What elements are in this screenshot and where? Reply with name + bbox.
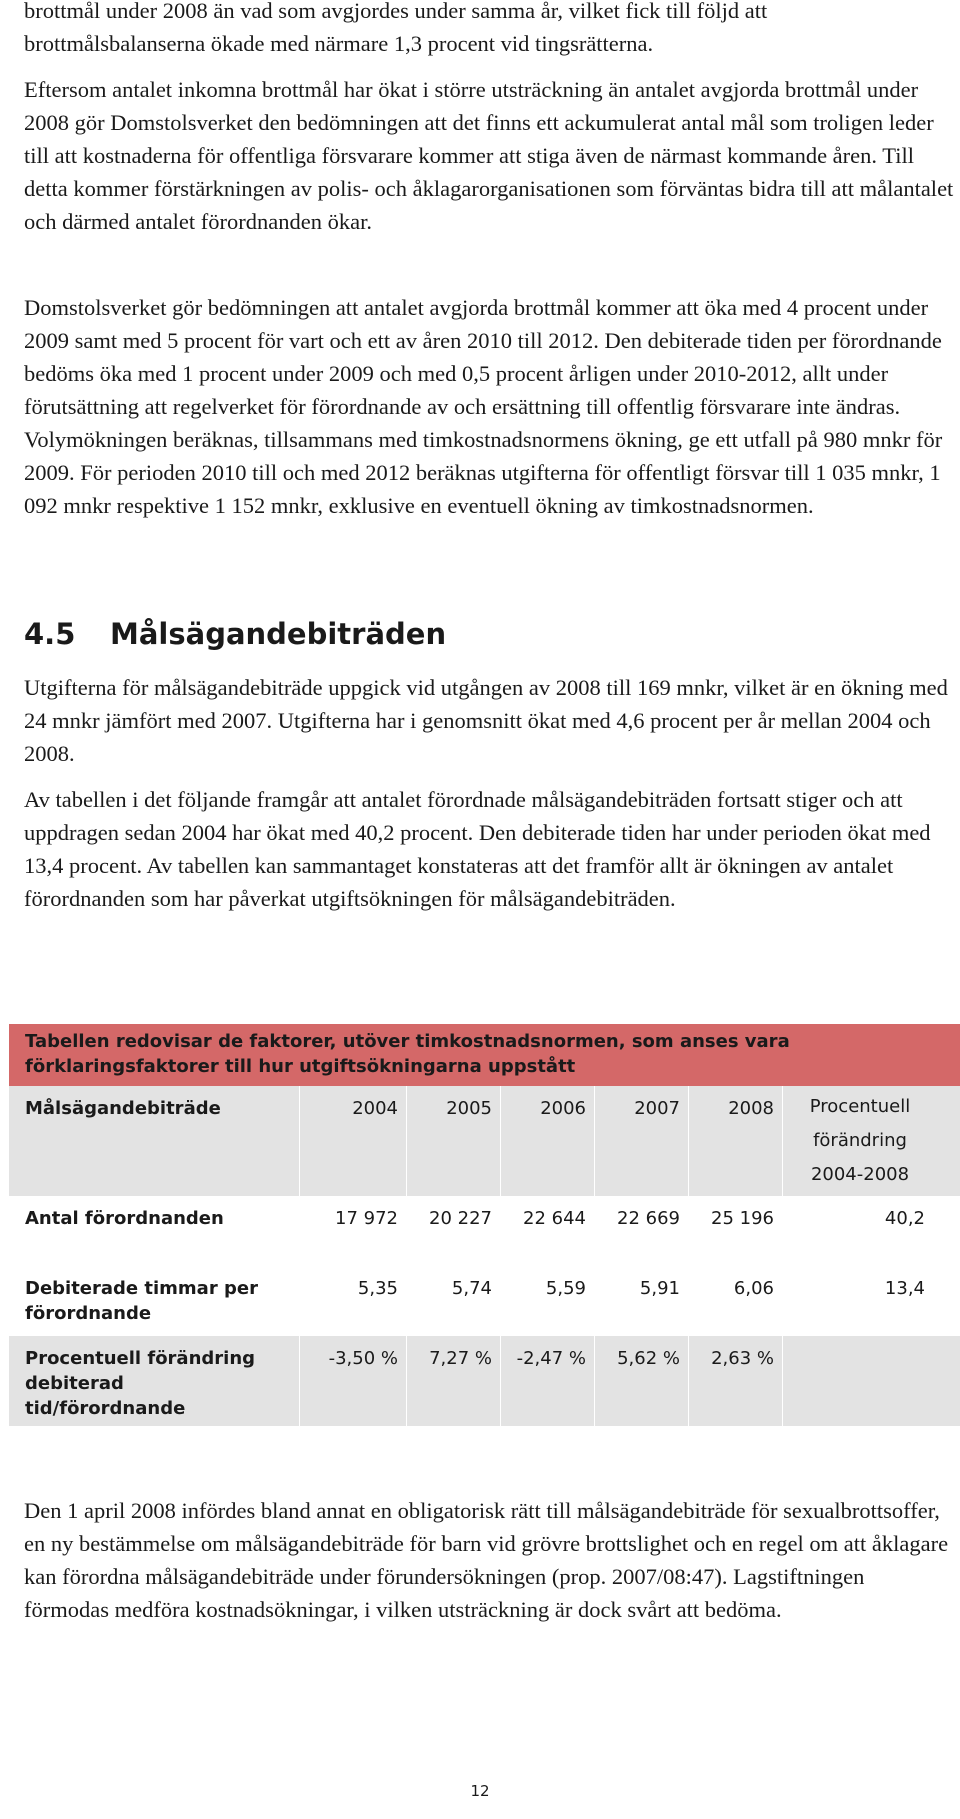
table-cell-change	[782, 1336, 937, 1426]
table-cell: -3,50 %	[299, 1336, 406, 1426]
table-cell: 17 972	[299, 1196, 406, 1266]
table-cell: 5,74	[406, 1266, 500, 1336]
table-cell: 22 644	[500, 1196, 594, 1266]
table-cell: 22 669	[594, 1196, 688, 1266]
header-year: 2008	[688, 1086, 782, 1196]
header-change-line: 2004-2008	[810, 1164, 910, 1185]
header-label: Målsägandebiträde	[25, 1098, 221, 1119]
table-title: Tabellen redovisar de faktorer, utöver timkostnadsnormen, som anses vara förklaringsfaktorer till hur utgiftsökningarna uppstått	[9, 1024, 960, 1086]
row-label	[9, 1336, 299, 1426]
table-cell: 7,27 %	[406, 1336, 500, 1426]
table-header-row	[9, 1086, 960, 1196]
table-row	[9, 1196, 960, 1266]
table-cell: 6,06	[688, 1266, 782, 1336]
table-cell-change: 13,4	[782, 1266, 937, 1336]
row-label-line: Procentuell förändring	[25, 1348, 256, 1369]
paragraph-expenditure: Utgifterna för målsägandebiträde uppgick vid utgången av 2008 till 169 mnkr, vilket är en ökning med 24 mnkr jämfört med 2007. Utgifterna har i genomsnitt ökat med 4,6 procent per år mellan 2004 och 2008.	[24, 675, 948, 766]
header-year: 2004	[299, 1086, 406, 1196]
factors-table	[9, 1024, 960, 1426]
header-year: 2005	[406, 1086, 500, 1196]
section-title: Målsägandebiträden	[110, 617, 447, 651]
table-cell: 2,63 %	[688, 1336, 782, 1426]
paragraph-table-summary: Av tabellen i det följande framgår att antalet förordnade målsägandebiträden fortsatt stiger och att uppdragen sedan 2004 har ökat med 40,2 procent. Den debiterade tiden har under perioden ökat med 13,4 procent. Av tabellen kan sammantaget konstateras att det framför allt är ökningen av antalet förordnanden som har påverkat utgiftsökningen för målsägandebiträden.	[24, 787, 931, 911]
header-change-line: förändring	[813, 1130, 907, 1151]
table-cell: -2,47 %	[500, 1336, 594, 1426]
row-label-line: tid/förordnande	[25, 1398, 186, 1419]
paragraph-accumulated-cases: Eftersom antalet inkomna brottmål har ökat i större utsträckning än antalet avgjorda brottmål under 2008 gör Domstolsverket den bedömningen att det finns ett ackumulerat antal mål som troligen leder till att kostnaderna för offentliga försvarare kommer att stiga även de närmast kommande åren. Till detta kommer förstärkningen av polis- och åklagarorganisationen som förväntas bidra till att målantalet och därmed antalet förordnanden ökar.	[24, 77, 954, 234]
table-cell: 20 227	[406, 1196, 500, 1266]
page-number: 12	[470, 1782, 490, 1800]
header-year: 2006	[500, 1086, 594, 1196]
table-row	[9, 1336, 960, 1426]
table-cell: 5,59	[500, 1266, 594, 1336]
paragraph-intro-continuation: brottmål under 2008 än vad som avgjordes under samma år, vilket fick till följd att brottmålsbalanserna ökade med närmare 1,3 procent vid tingsrätterna.	[24, 0, 768, 56]
table-cell: 25 196	[688, 1196, 782, 1266]
row-label: Debiterade timmar per förordnande	[25, 1278, 258, 1324]
table-cell-change: 40,2	[782, 1196, 937, 1266]
table-cell: 5,35	[299, 1266, 406, 1336]
paragraph-forecast: Domstolsverket gör bedömningen att antalet avgjorda brottmål kommer att öka med 4 procent under 2009 samt med 5 procent för vart och ett av åren 2010 till 2012. Den debiterade tiden per förordnande bedöms öka med 1 procent under 2009 och med 0,5 procent årligen under 2010-2012, allt under förutsättning att regelverket för förordnande av och ersättning till offentlig försvarare inte ändras. Volymökningen beräknas, tillsammans med timkostnadsnormens ökning, ge ett utfall på 980 mnkr för 2009. För perioden 2010 till och med 2012 beräknas utgifterna för offentligt försvar till 1 035 mnkr, 1 092 mnkr respektive 1 152 mnkr, exklusive en eventuell ökning av timkostnadsnormen.	[24, 295, 943, 518]
header-change-line: Procentuell	[809, 1096, 911, 1117]
table-row	[9, 1266, 960, 1336]
paragraph-legislation: Den 1 april 2008 infördes bland annat en obligatorisk rätt till målsägandebiträde för sexualbrottsoffer, en ny bestämmelse om målsägandebiträde för barn vid grövre brottslighet och en regel om att åklagare kan förordna målsägandebiträde under förundersökningen (prop. 2007/08:47). Lagstiftningen förmodas medföra kostnadsökningar, i vilken utsträckning är dock svårt att bedöma.	[24, 1498, 949, 1622]
header-change	[782, 1086, 937, 1196]
row-label: Antal förordnanden	[25, 1208, 224, 1229]
table-cell: 5,62 %	[594, 1336, 688, 1426]
table-cell: 5,91	[594, 1266, 688, 1336]
row-label-line: debiterad	[25, 1373, 124, 1394]
section-number: 4.5	[24, 617, 76, 651]
section-heading	[24, 614, 446, 654]
header-year: 2007	[594, 1086, 688, 1196]
